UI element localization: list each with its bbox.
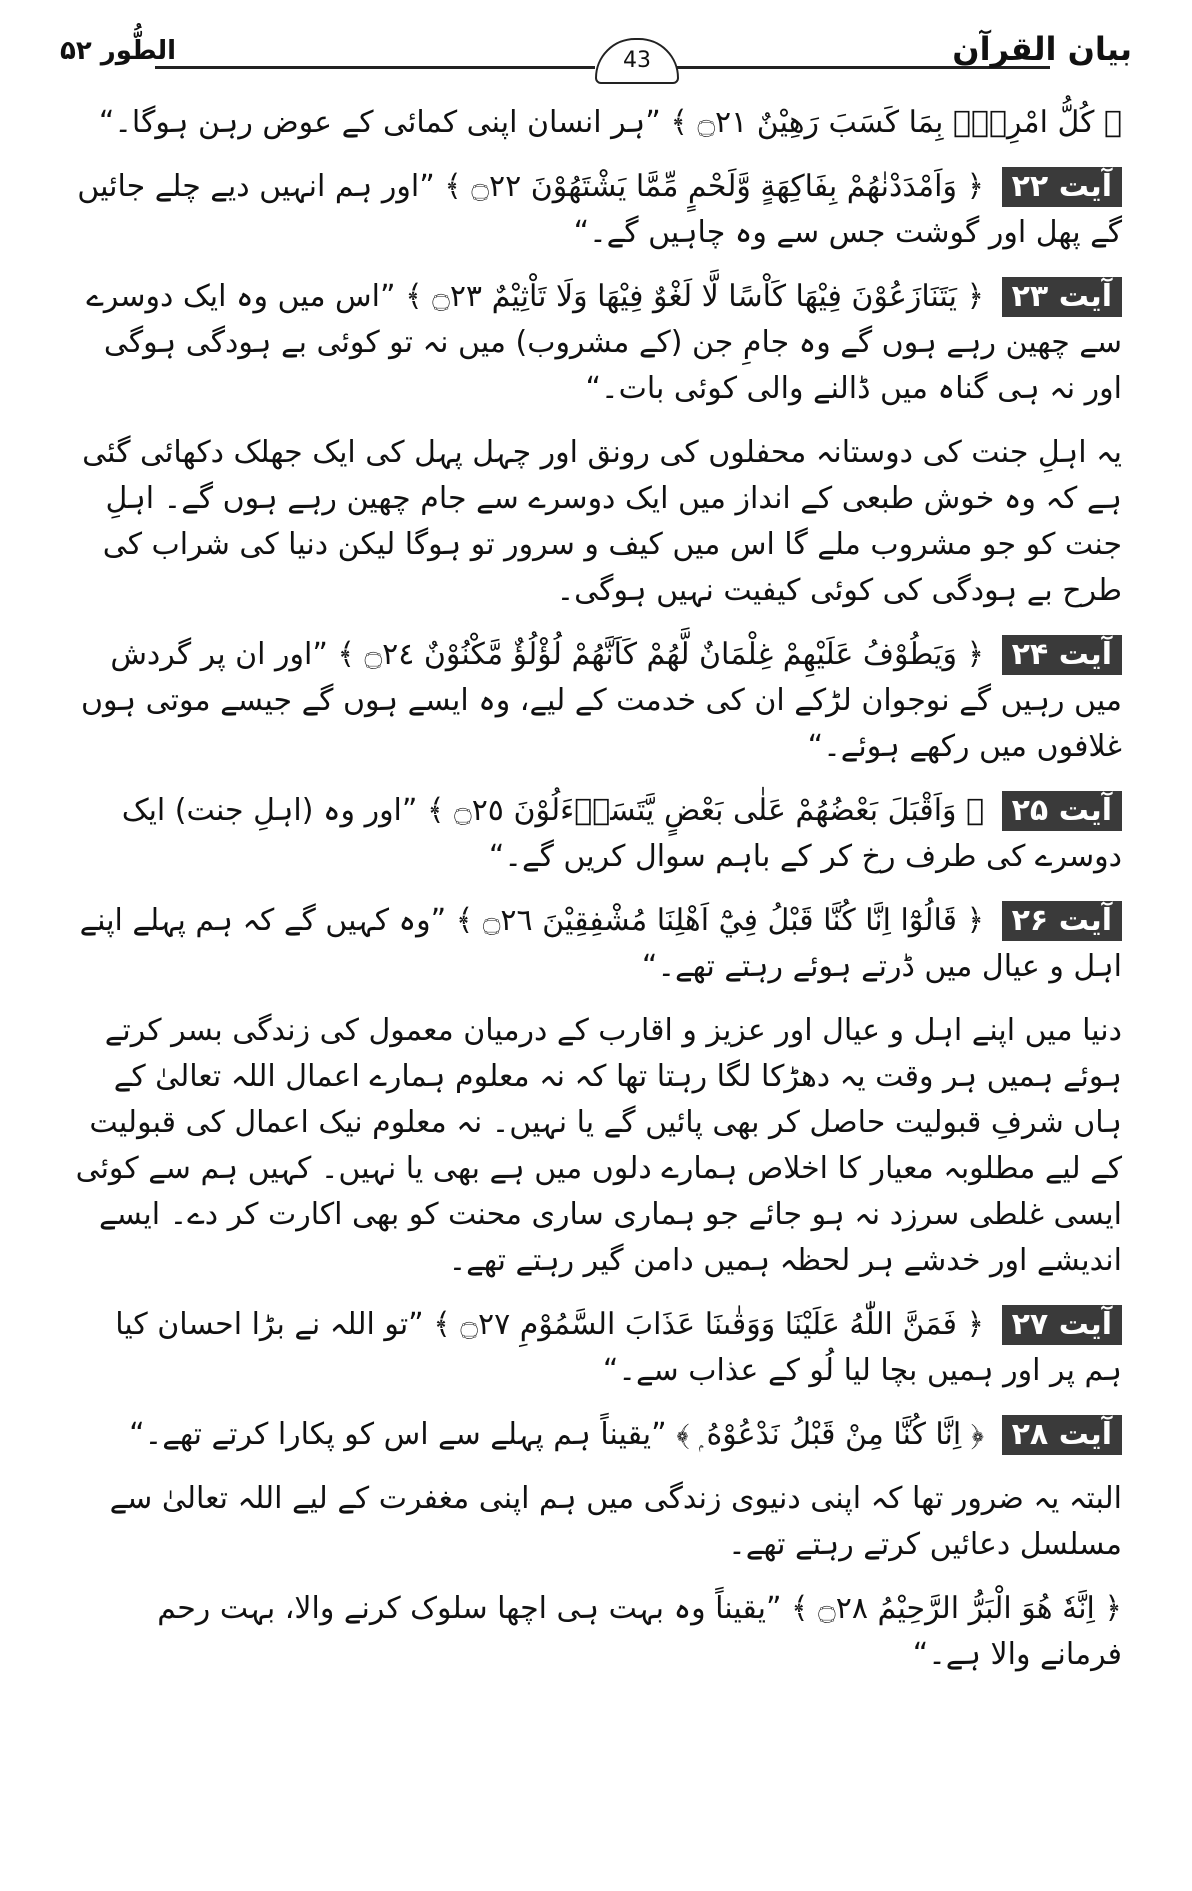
- paragraph: [72, 274, 1122, 412]
- arabic-verse: ﴿ كُلُّ امْرِئٍۢ بِمَا كَسَبَ رَهِيْنٌ ۝٢١ ﴾: [670, 105, 1122, 140]
- page-header: [60, 30, 1132, 80]
- paragraph: [72, 100, 1122, 146]
- ayah-label: آیت ۲۴: [1002, 635, 1122, 675]
- header-rule-left: [155, 66, 595, 69]
- arabic-verse: ﴿ يَتَنَازَعُوْنَ فِيْهَا كَاْسًا لَّا لَغْوٌ فِيْهَا وَلَا تَاْثِيْمٌ ۝٢٣ ﴾: [405, 279, 985, 314]
- book-title: بیان القرآن: [952, 30, 1132, 68]
- urdu-text: ”اس میں وہ ایک دوسرے سے چھین رہے ہوں گے وہ جامِ جن (کے مشروب) میں نہ تو کوئی بے ہودگی ہوگی اور نہ ہی گناہ میں ڈالنے والی کوئی بات۔“: [86, 279, 1122, 406]
- urdu-text: ”یقیناً وہ بہت ہی اچھا سلوک کرنے والا، بہت رحم فرمانے والا ہے۔“: [157, 1591, 1122, 1672]
- arabic-verse: ﴿ وَيَطُوْفُ عَلَيْهِمْ غِلْمَانٌ لَّهُمْ كَاَنَّهُمْ لُؤْلُؤٌ مَّكْنُوْنٌ ۝٢٤ ﴾: [337, 637, 985, 672]
- surah-title: الطُّور ۵۲: [60, 36, 177, 66]
- ayah-label: آیت ۲۶: [1002, 901, 1122, 941]
- urdu-text: ”اور ان پر گردش میں رہیں گے نوجوان لڑکے ان کی خدمت کے لیے، وہ ایسے ہوں گے جیسے موتی ہوں غلافوں میں رکھے ہوئے۔“: [81, 637, 1122, 764]
- urdu-text: یہ اہلِ جنت کی دوستانہ محفلوں کی رونق اور چہل پہل کی ایک جھلک دکھائی گئی ہے کہ وہ خوش طبعی کے انداز میں ایک دوسرے سے جام چھین رہے ہوں گے۔ اہلِ جنت کو جو مشروب ملے گا اس میں کیف و سرور تو ہوگا لیکن دنیا کی شراب کی طرح بے ہودگی کی کوئی کیفیت نہیں ہوگی۔: [82, 435, 1122, 608]
- urdu-text: ”ہر انسان اپنی کمائی کے عوض رہن ہوگا۔“: [98, 105, 661, 140]
- paragraph: [72, 1008, 1122, 1284]
- paragraph: [72, 430, 1122, 614]
- paragraph: [72, 898, 1122, 990]
- arabic-verse: ﴿ قَالُوْٓا اِنَّا كُنَّا قَبْلُ فِيْٓ اَهْلِنَا مُشْفِقِيْنَ ۝٢٦ ﴾: [455, 903, 985, 938]
- paragraph: [72, 1412, 1122, 1458]
- ayah-label: آیت ۲۲: [1002, 167, 1122, 207]
- urdu-text: دنیا میں اپنے اہل و عیال اور عزیز و اقارب کے درمیان معمول کی زندگی بسر کرتے ہوئے ہمیں ہر وقت یہ دھڑکا لگا رہتا تھا کہ نہ معلوم ہمارے اعمال اللہ تعالیٰ کے ہاں شرفِ قبولیت حاصل کر بھی پائیں گے یا نہیں۔ نہ معلوم نیک اعمال کی قبولیت کے لیے مطلوبہ معیار کا اخلاص ہمارے دلوں میں ہے بھی یا نہیں۔ کہیں ہم سے کوئی ایسی غلطی سرزد نہ ہو جائے جو ہماری ساری محنت کو بھی اکارت کر دے۔ ایسے اندیشے اور خدشے ہر لحظہ ہمیں دامن گیر رہتے تھے۔: [75, 1013, 1122, 1278]
- paragraph: [72, 1586, 1122, 1678]
- paragraph: [72, 164, 1122, 256]
- urdu-text: البتہ یہ ضرور تھا کہ اپنی دنیوی زندگی میں ہم اپنی مغفرت کے لیے اللہ تعالیٰ سے مسلسل دعائیں کرتے رہتے تھے۔: [109, 1481, 1122, 1562]
- paragraph: [72, 1302, 1122, 1394]
- paragraph: [72, 1476, 1122, 1568]
- arabic-verse: ﴿ اِنَّا كُنَّا مِنْ قَبْلُ نَدْعُوْهُ ۭ ﴾: [676, 1417, 985, 1452]
- page-body: [72, 100, 1122, 1696]
- ayah-label: آیت ۲۸: [1002, 1415, 1122, 1455]
- paragraph: [72, 788, 1122, 880]
- arabic-verse: ﴿ وَاَمْدَدْنٰهُمْ بِفَاكِهَةٍ وَّلَحْمٍ مِّمَّا يَشْتَهُوْنَ ۝٢٢ ﴾: [444, 169, 985, 204]
- arabic-verse: ﴿ اِنَّهٗ هُوَ الْبَرُّ الرَّحِيْمُ ۝٢٨ ﴾: [791, 1591, 1122, 1626]
- urdu-text: ”وہ کہیں گے کہ ہم پہلے اپنے اہل و عیال میں ڈرتے ہوئے رہتے تھے۔“: [79, 903, 1122, 984]
- urdu-text: ”تو اللہ نے بڑا احسان کیا ہم پر اور ہمیں بچا لیا لُو کے عذاب سے۔“: [115, 1307, 1122, 1388]
- arabic-verse: ﴿ وَاَقْبَلَ بَعْضُهُمْ عَلٰى بَعْضٍ يَّتَسَاۗءَلُوْنَ ۝٢٥ ﴾: [426, 793, 985, 828]
- page-number: 43: [595, 38, 679, 84]
- paragraph: [72, 632, 1122, 770]
- ayah-label: آیت ۲۷: [1002, 1305, 1122, 1345]
- ayah-label: آیت ۲۳: [1002, 277, 1122, 317]
- urdu-text: ”اور ہم انہیں دیے چلے جائیں گے پھل اور گوشت جس سے وہ چاہیں گے۔“: [77, 169, 1122, 250]
- ayah-label: آیت ۲۵: [1002, 791, 1122, 831]
- arabic-verse: ﴿ فَمَنَّ اللّٰهُ عَلَيْنَا وَوَقٰىنَا عَذَابَ السَّمُوْمِ ۝٢٧ ﴾: [433, 1307, 985, 1342]
- urdu-text: ”یقیناً ہم پہلے سے اس کو پکارا کرتے تھے۔“: [129, 1417, 667, 1452]
- urdu-text: ”اور وہ (اہلِ جنت) ایک دوسرے کی طرف رخ کر کے باہم سوال کریں گے۔“: [121, 793, 1122, 874]
